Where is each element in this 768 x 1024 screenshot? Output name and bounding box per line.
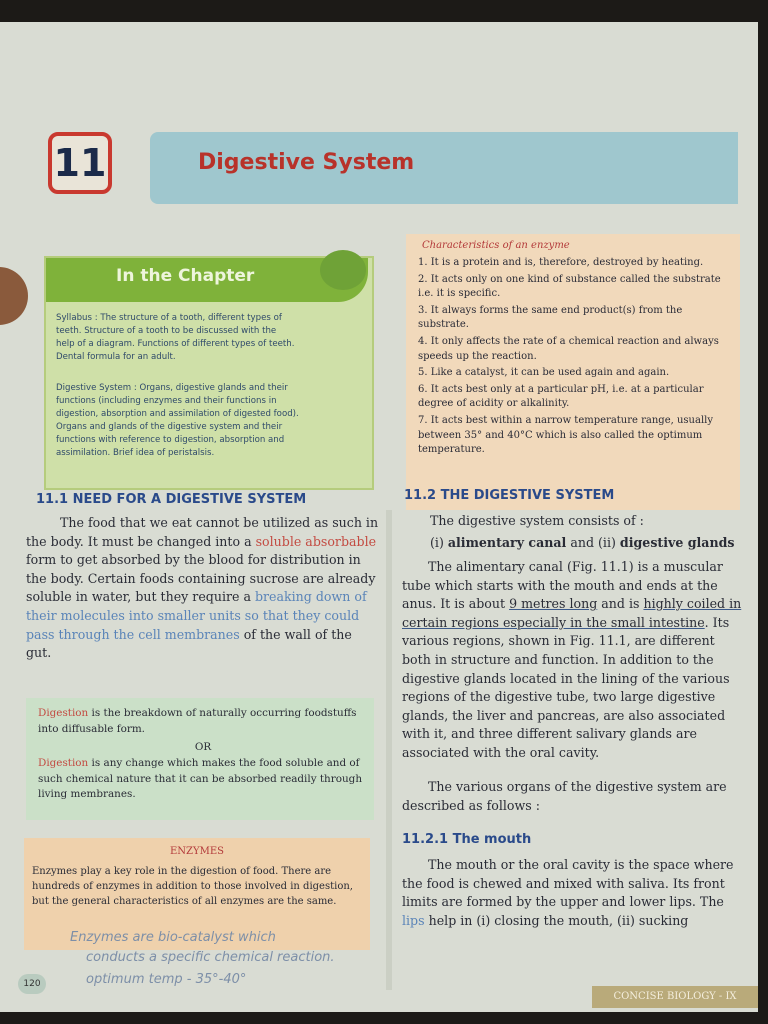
enzymes-heading: ENZYMES [170, 846, 224, 857]
in-the-chapter-label: In the Chapter [116, 266, 255, 286]
bold-term: alimentary canal [447, 535, 567, 550]
syllabus-line: help of a diagram. Functions of different types of teeth. [56, 339, 295, 349]
text-run: form to get absorbed by the blood for distribution in the body. Certain foods containing sucrose are already soluble in water, but they require a [26, 552, 376, 605]
handwritten-note: conducts a specific chemical reaction. [86, 950, 335, 965]
definition-1 [38, 706, 368, 737]
in-the-chapter-box [44, 256, 374, 490]
alimentary-canal-paragraph [402, 558, 742, 763]
text-run: is the breakdown of naturally occurring foodstuffs into diffusable form. [38, 707, 357, 735]
scope-line: functions (including enzymes and their functions in [56, 396, 277, 406]
list-item: 4. It only affects the rate of a chemical reaction and always speeds up the reaction. [418, 335, 719, 362]
list-item: 1. It is a protein and is, therefore, destroyed by heating. [418, 257, 704, 268]
scope-line: digestion, absorption and assimilation of digested food). [56, 409, 299, 419]
chapter-title: Digestive System [198, 150, 415, 175]
chapter-banner [150, 132, 738, 204]
section-heading-11-2-1: 11.2.1 The mouth [402, 832, 532, 847]
text-run: of the wall of the gut. [26, 626, 352, 661]
section-heading-11-2: 11.2 THE DIGESTIVE SYSTEM [404, 488, 615, 503]
syllabus-line: Syllabus : The structure of a tooth, different types of [56, 313, 282, 323]
highlight-blue: breaking down of their molecules into smaller units so that they could pass through the cell membranes [26, 589, 367, 642]
text-run: help in (i) closing the mouth, (ii) sucking [424, 912, 689, 928]
text-run: and is [597, 596, 644, 612]
organs-intro: The various organs of the digestive system are described as follows : [402, 779, 727, 813]
list-item: 6. It acts best only at a particular pH, i.e. at a particular degree of acidity or alkalinity. [418, 383, 704, 410]
mouth-paragraph [402, 856, 742, 930]
text-run: and (ii) [566, 535, 620, 550]
chapter-number: 11 [48, 132, 112, 194]
enzyme-characteristics-box [406, 234, 740, 510]
list-item: 5. Like a catalyst, it can be used again and again. [418, 367, 670, 379]
text-run: The mouth or the oral cavity is the space where the food is chewed and mixed with saliva. Its front limits are formed by the upper and lower lips. The [402, 857, 734, 910]
syllabus-line: Dental formula for an adult. [56, 352, 176, 362]
text-run: The alimentary canal (Fig. 11.1) is a muscular tube which starts with the mouth and ends at the anus. It is about [402, 559, 723, 612]
list-item: 2. It acts only on one kind of substance called the substrate i.e. it is specific. [418, 273, 721, 300]
section-11-1-paragraph [26, 514, 380, 663]
underlined-text: 9 metres long [509, 596, 598, 612]
text-run: is any change which makes the food soluble and of such chemical nature that it can be absorbed readily through living membranes. [38, 757, 363, 801]
text-run: . Its various regions, shown in Fig. 11.1, are different both in structure and function. In addition to the digestive glands located in the lining of the various regions of the digestive tube, two large digestive glands, the liver and pancreas, are also associated with it, and three different salivary glands are associated with the oral cavity. [402, 614, 730, 760]
highlight-red: soluble absorbable [255, 533, 377, 549]
book-brand: CONCISE BIOLOGY - IX [592, 986, 758, 1008]
leaf-icon [320, 250, 366, 290]
definition-2 [38, 756, 368, 803]
syllabus-text [56, 312, 366, 364]
scope-line: assimilation. Brief idea of peristalsis. [56, 448, 215, 458]
enzymes-text: Enzymes play a key role in the digestion of food. There are hundreds of enzymes in addition to those involved in digestion, but the general characteristics of all enzymes are the same. [32, 866, 353, 908]
section-heading-11-1: 11.1 NEED FOR A DIGESTIVE SYSTEM [36, 492, 307, 507]
text-run: (i) [430, 535, 448, 550]
digestion-definition-box [26, 698, 374, 820]
bold-term: digestive glands [619, 535, 735, 550]
or-divider: OR [194, 741, 212, 753]
handwritten-note: optimum temp - 35°-40° [86, 972, 247, 987]
text-run: The food that we eat cannot be utilized as such in the body. It must be changed into a [26, 515, 379, 549]
characteristics-list [418, 256, 734, 460]
characteristics-heading: Characteristics of an enzyme [422, 240, 570, 251]
term: Digestion [38, 757, 89, 769]
finger [0, 267, 28, 325]
list-item: 7. It acts best within a narrow temperature range, usually between 35° and 40°C which is also called the optimum temperature. [418, 414, 713, 456]
underlined-text: highly coiled in certain regions especially in the small intestine [402, 596, 742, 630]
scope-line: functions with reference to digestion, absorption and [56, 435, 285, 445]
syllabus-line: teeth. Structure of a tooth to be discussed with the [56, 326, 277, 336]
scope-text [56, 382, 366, 460]
digestive-intro: The digestive system consists of : [430, 513, 644, 528]
term: Digestion [38, 707, 89, 719]
digestive-parts [430, 534, 750, 553]
page-number: 120 [18, 974, 46, 994]
column-gutter [386, 510, 392, 990]
book-page [0, 22, 758, 1012]
scope-line: Organs and glands of the digestive system and their [56, 422, 283, 432]
scope-line: Digestive System : Organs, digestive glands and their [56, 383, 288, 393]
handwritten-note: Enzymes are bio-catalyst which [70, 930, 276, 945]
list-item: 3. It always forms the same end product(s) from the substrate. [418, 304, 683, 331]
highlight-blue: lips [402, 912, 425, 928]
